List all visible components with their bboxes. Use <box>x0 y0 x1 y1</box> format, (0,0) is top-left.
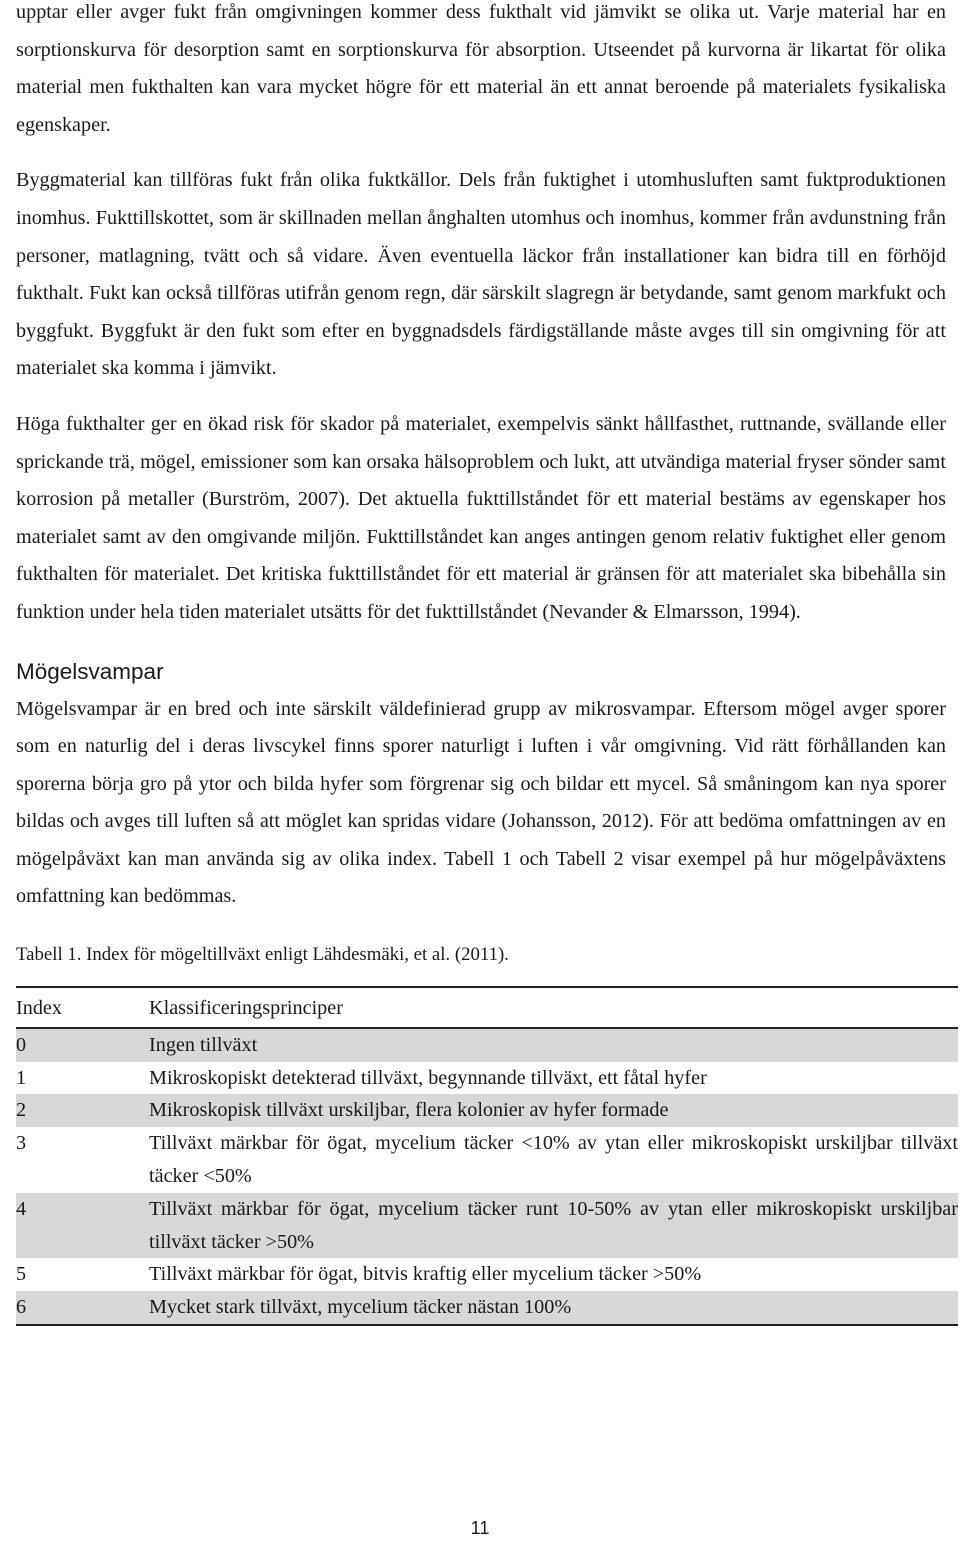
row-index: 1 <box>16 1066 27 1089</box>
table-caption: Tabell 1. Index för mögeltillväxt enligt Lähdesmäki, et al. (2011). <box>16 944 509 966</box>
table-row <box>16 1291 958 1325</box>
paragraph-moisture-risks: Höga fukthalter ger en ökad risk för skador på materialet, exempelvis sänkt hållfasthet, ruttnande, svällande eller sprickande trä, mögel, emissioner som kan orsaka hälsoproblem och lukt, att utvändiga material fryser sönder samt korrosion på metaller (Burström, 2007). Det aktuella fukttillståndet för ett material bestäms av egenskaper hos materialet samt av den omgivande miljön. Fukttillståndet kan anges antingen genom relativ fuktighet eller genom fukthalten för materialet. Det kritiska fukttillståndet för ett material är gränsen för att materialet ska bibehålla sin funktion under hela tiden materialet utsätts för det fukttillståndet (Nevander & Elmarsson, 1994). <box>16 412 946 623</box>
table-row <box>16 1127 958 1193</box>
row-description: Tillväxt märkbar för ögat, mycelium täcker runt 10-50% av ytan eller mikroskopiskt urskiljbar tillväxt täcker >50% <box>149 1193 958 1259</box>
page-number: 11 <box>470 1518 490 1538</box>
column-header-principles: Klassificeringsprinciper <box>149 987 958 1028</box>
row-index: 2 <box>16 1094 149 1127</box>
row-description: Mikroskopiskt detekterad tillväxt, begynnande tillväxt, ett fåtal hyfer <box>149 1066 707 1089</box>
row-description: Ingen tillväxt <box>149 1028 958 1062</box>
row-description: Tillväxt märkbar för ögat, mycelium täcker <10% av ytan eller mikroskopiskt urskiljbar tillväxt täcker <50% <box>149 1132 958 1188</box>
paragraph-moisture-sources: Byggmaterial kan tillföras fukt från olika fuktkällor. Dels från fuktighet i utomhusluften samt fuktproduktionen inomhus. Fukttillskottet, som är skillnaden mellan ånghalten utomhus och inomhus, kommer från avdunstning från personer, matlagning, tvätt och så vidare. Även eventuella läckor från installationer kan bidra till en förhöjd fukthalt. Fukt kan också tillföras utifrån genom regn, där särskilt slagregn är betydande, samt genom markfukt och byggfukt. Byggfukt är den fukt som efter en byggnadsdels färdigställande måste avges till sin omgivning för att materialet ska komma i jämvikt. <box>16 169 946 380</box>
table-row <box>16 1094 958 1127</box>
row-index: 5 <box>16 1263 27 1286</box>
paragraph-mould: Mögelsvampar är en bred och inte särskilt väldefinierad grupp av mikrosvampar. Eftersom mögel avger sporer som en naturlig del i deras livscykel finns sporer naturligt i luften i vår omgivning. Vid rätt förhållanden kan sporerna börja gro på ytor och bilda hyfer som förgrenar sig och bildar ett mycel. Så småningom kan nya sporer bildas och avges till luften så att möglet kan spridas vidare (Johansson, 2012). För att bedöma omfattningen av en mögelpåväxt kan man använda sig av olika index. Tabell 1 och Tabell 2 visar exempel på hur mögelpåväxtens omfattning kan bedömmas. <box>16 697 946 908</box>
table-row <box>16 1062 958 1095</box>
table-row <box>16 1028 958 1062</box>
document-page <box>16 0 958 1326</box>
row-description: Tillväxt märkbar för ögat, bitvis kraftig eller mycelium täcker >50% <box>149 1263 702 1286</box>
row-index: 6 <box>16 1291 149 1325</box>
paragraph-sorption: upptar eller avger fukt från omgivningen kommer dess fukthalt vid jämvikt se olika ut. Varje material har en sorptionskurva för desorption samt en sorptionskurva för absorption. Utseendet på kurvorna är likartat för olika material men fukthalten kan vara mycket högre för ett material än ett annat beroende på materialets fysikaliska egenskaper. <box>16 1 946 136</box>
row-description: Mikroskopisk tillväxt urskiljbar, flera kolonier av hyfer formade <box>149 1094 958 1127</box>
row-index: 0 <box>16 1028 149 1062</box>
section-heading: Mögelsvampar <box>16 658 164 684</box>
row-description: Mycket stark tillväxt, mycelium täcker nästan 100% <box>149 1291 958 1325</box>
mould-index-table <box>16 986 958 1326</box>
column-header-index: Index <box>16 987 149 1028</box>
table-header-row <box>16 987 958 1028</box>
table-row <box>16 1258 958 1291</box>
row-index: 3 <box>16 1132 27 1155</box>
row-index: 4 <box>16 1193 149 1259</box>
table-row <box>16 1193 958 1259</box>
